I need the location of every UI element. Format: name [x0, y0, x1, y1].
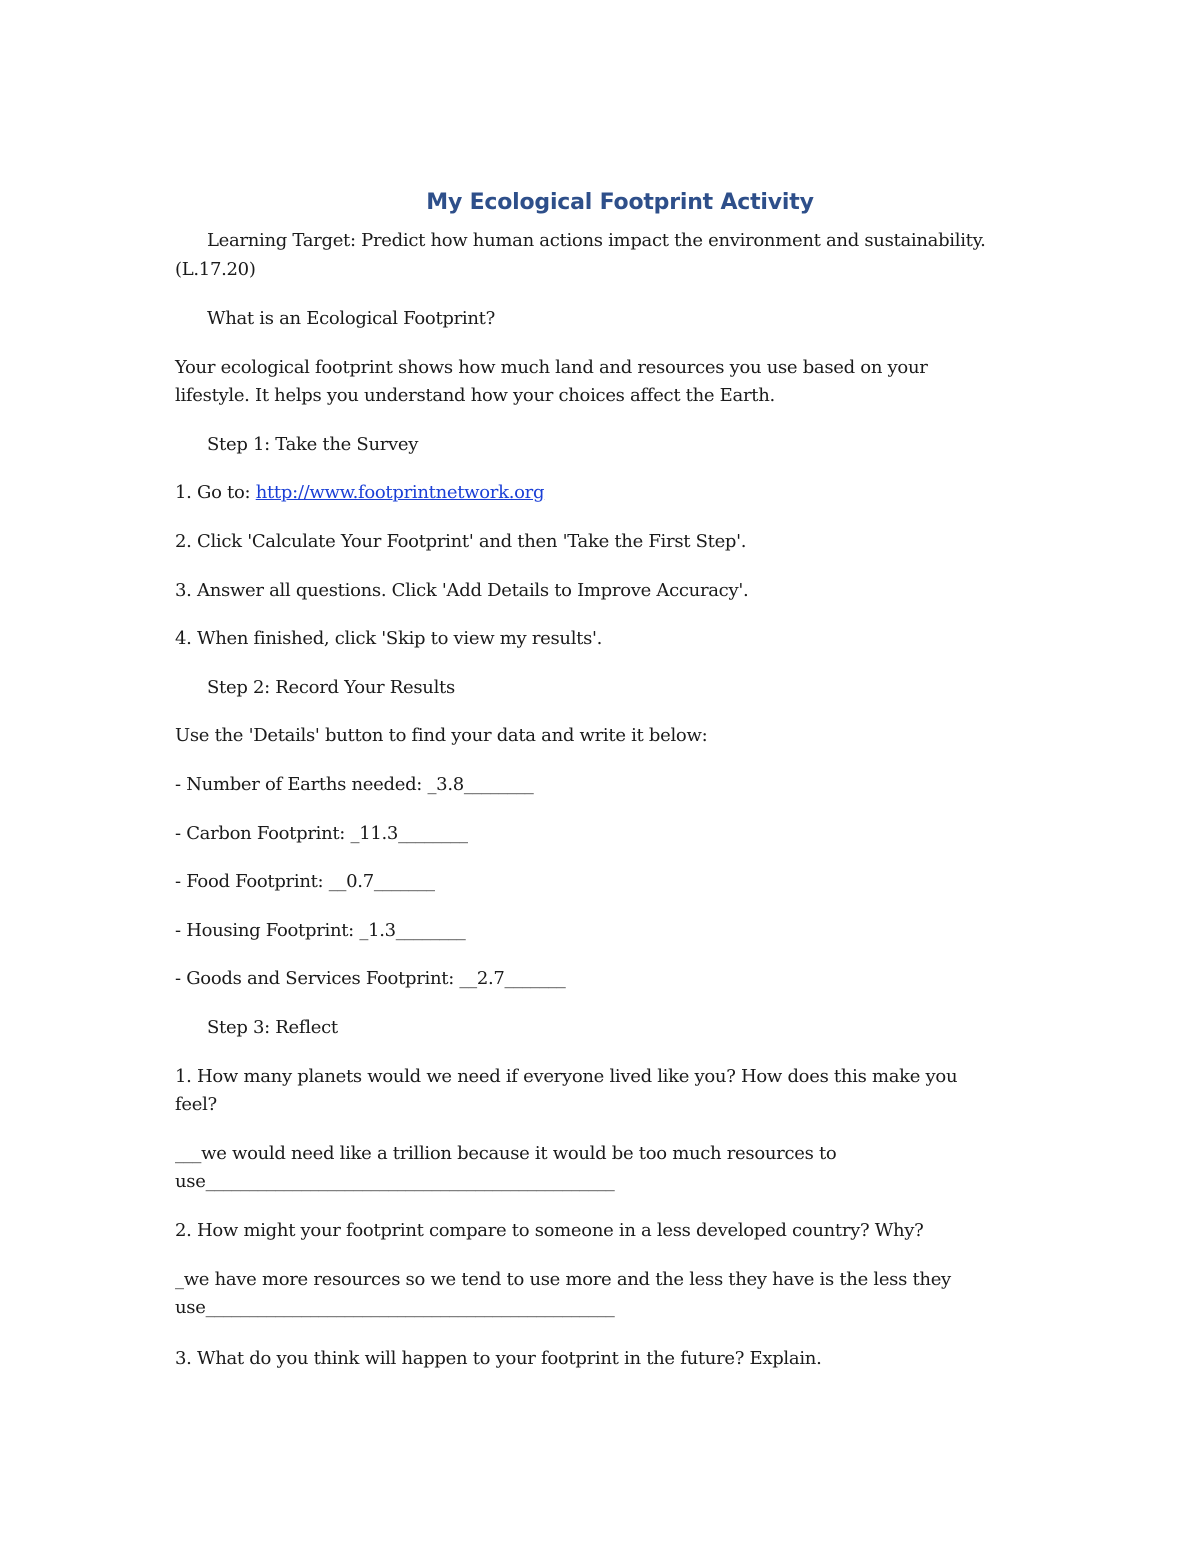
question1-line2: feel? — [175, 1094, 217, 1115]
what-is-heading: What is an Ecological Footprint? — [207, 308, 495, 329]
step1-item2: 2. Click 'Calculate Your Footprint' and then 'Take the First Step'. — [175, 531, 747, 552]
step1-item1-prefix: 1. Go to: — [175, 482, 256, 503]
result-food-footprint: - Food Footprint: __0.7_______ — [175, 871, 435, 892]
learning-target-line2: (L.17.20) — [175, 259, 256, 280]
definition-line2: lifestyle. It helps you understand how your choices affect the Earth. — [175, 385, 775, 406]
result-housing-footprint: - Housing Footprint: _1.3________ — [175, 920, 466, 941]
result-earths-needed: - Number of Earths needed: _3.8________ — [175, 774, 534, 795]
step1-item4: 4. When finished, click 'Skip to view my results'. — [175, 628, 603, 649]
step1-item1 — [175, 479, 544, 507]
learning-target-line1: Learning Target: Predict how human actions impact the environment and sustainability. — [207, 230, 986, 251]
step2-instructions: Use the 'Details' button to find your data and write it below: — [175, 725, 708, 746]
footprint-network-link[interactable]: http://www.footprintnetwork.org — [255, 482, 545, 503]
answer1-line1: ___we would need like a trillion because it would be too much resources to — [175, 1143, 837, 1164]
step1-heading: Step 1: Take the Survey — [207, 434, 419, 455]
answer2-line2: use_______________________________________________ — [175, 1297, 615, 1318]
question3: 3. What do you think will happen to your footprint in the future? Explain. — [175, 1348, 822, 1369]
definition-line1: Your ecological footprint shows how much land and resources you use based on your — [175, 357, 928, 378]
answer2-line1: _we have more resources so we tend to use more and the less they have is the less they — [175, 1269, 951, 1290]
step3-heading: Step 3: Reflect — [207, 1017, 338, 1038]
step2-heading: Step 2: Record Your Results — [207, 677, 455, 698]
question2: 2. How might your footprint compare to someone in a less developed country? Why? — [175, 1220, 924, 1241]
step1-item3: 3. Answer all questions. Click 'Add Details to Improve Accuracy'. — [175, 580, 749, 601]
result-goods-services-footprint: - Goods and Services Footprint: __2.7_______ — [175, 968, 566, 989]
result-carbon-footprint: - Carbon Footprint: _11.3________ — [175, 823, 468, 844]
question1-line1: 1. How many planets would we need if everyone lived like you? How does this make you — [175, 1066, 958, 1087]
answer1-line2: use_______________________________________________ — [175, 1171, 615, 1192]
document-title: My Ecological Footprint Activity — [426, 190, 814, 215]
